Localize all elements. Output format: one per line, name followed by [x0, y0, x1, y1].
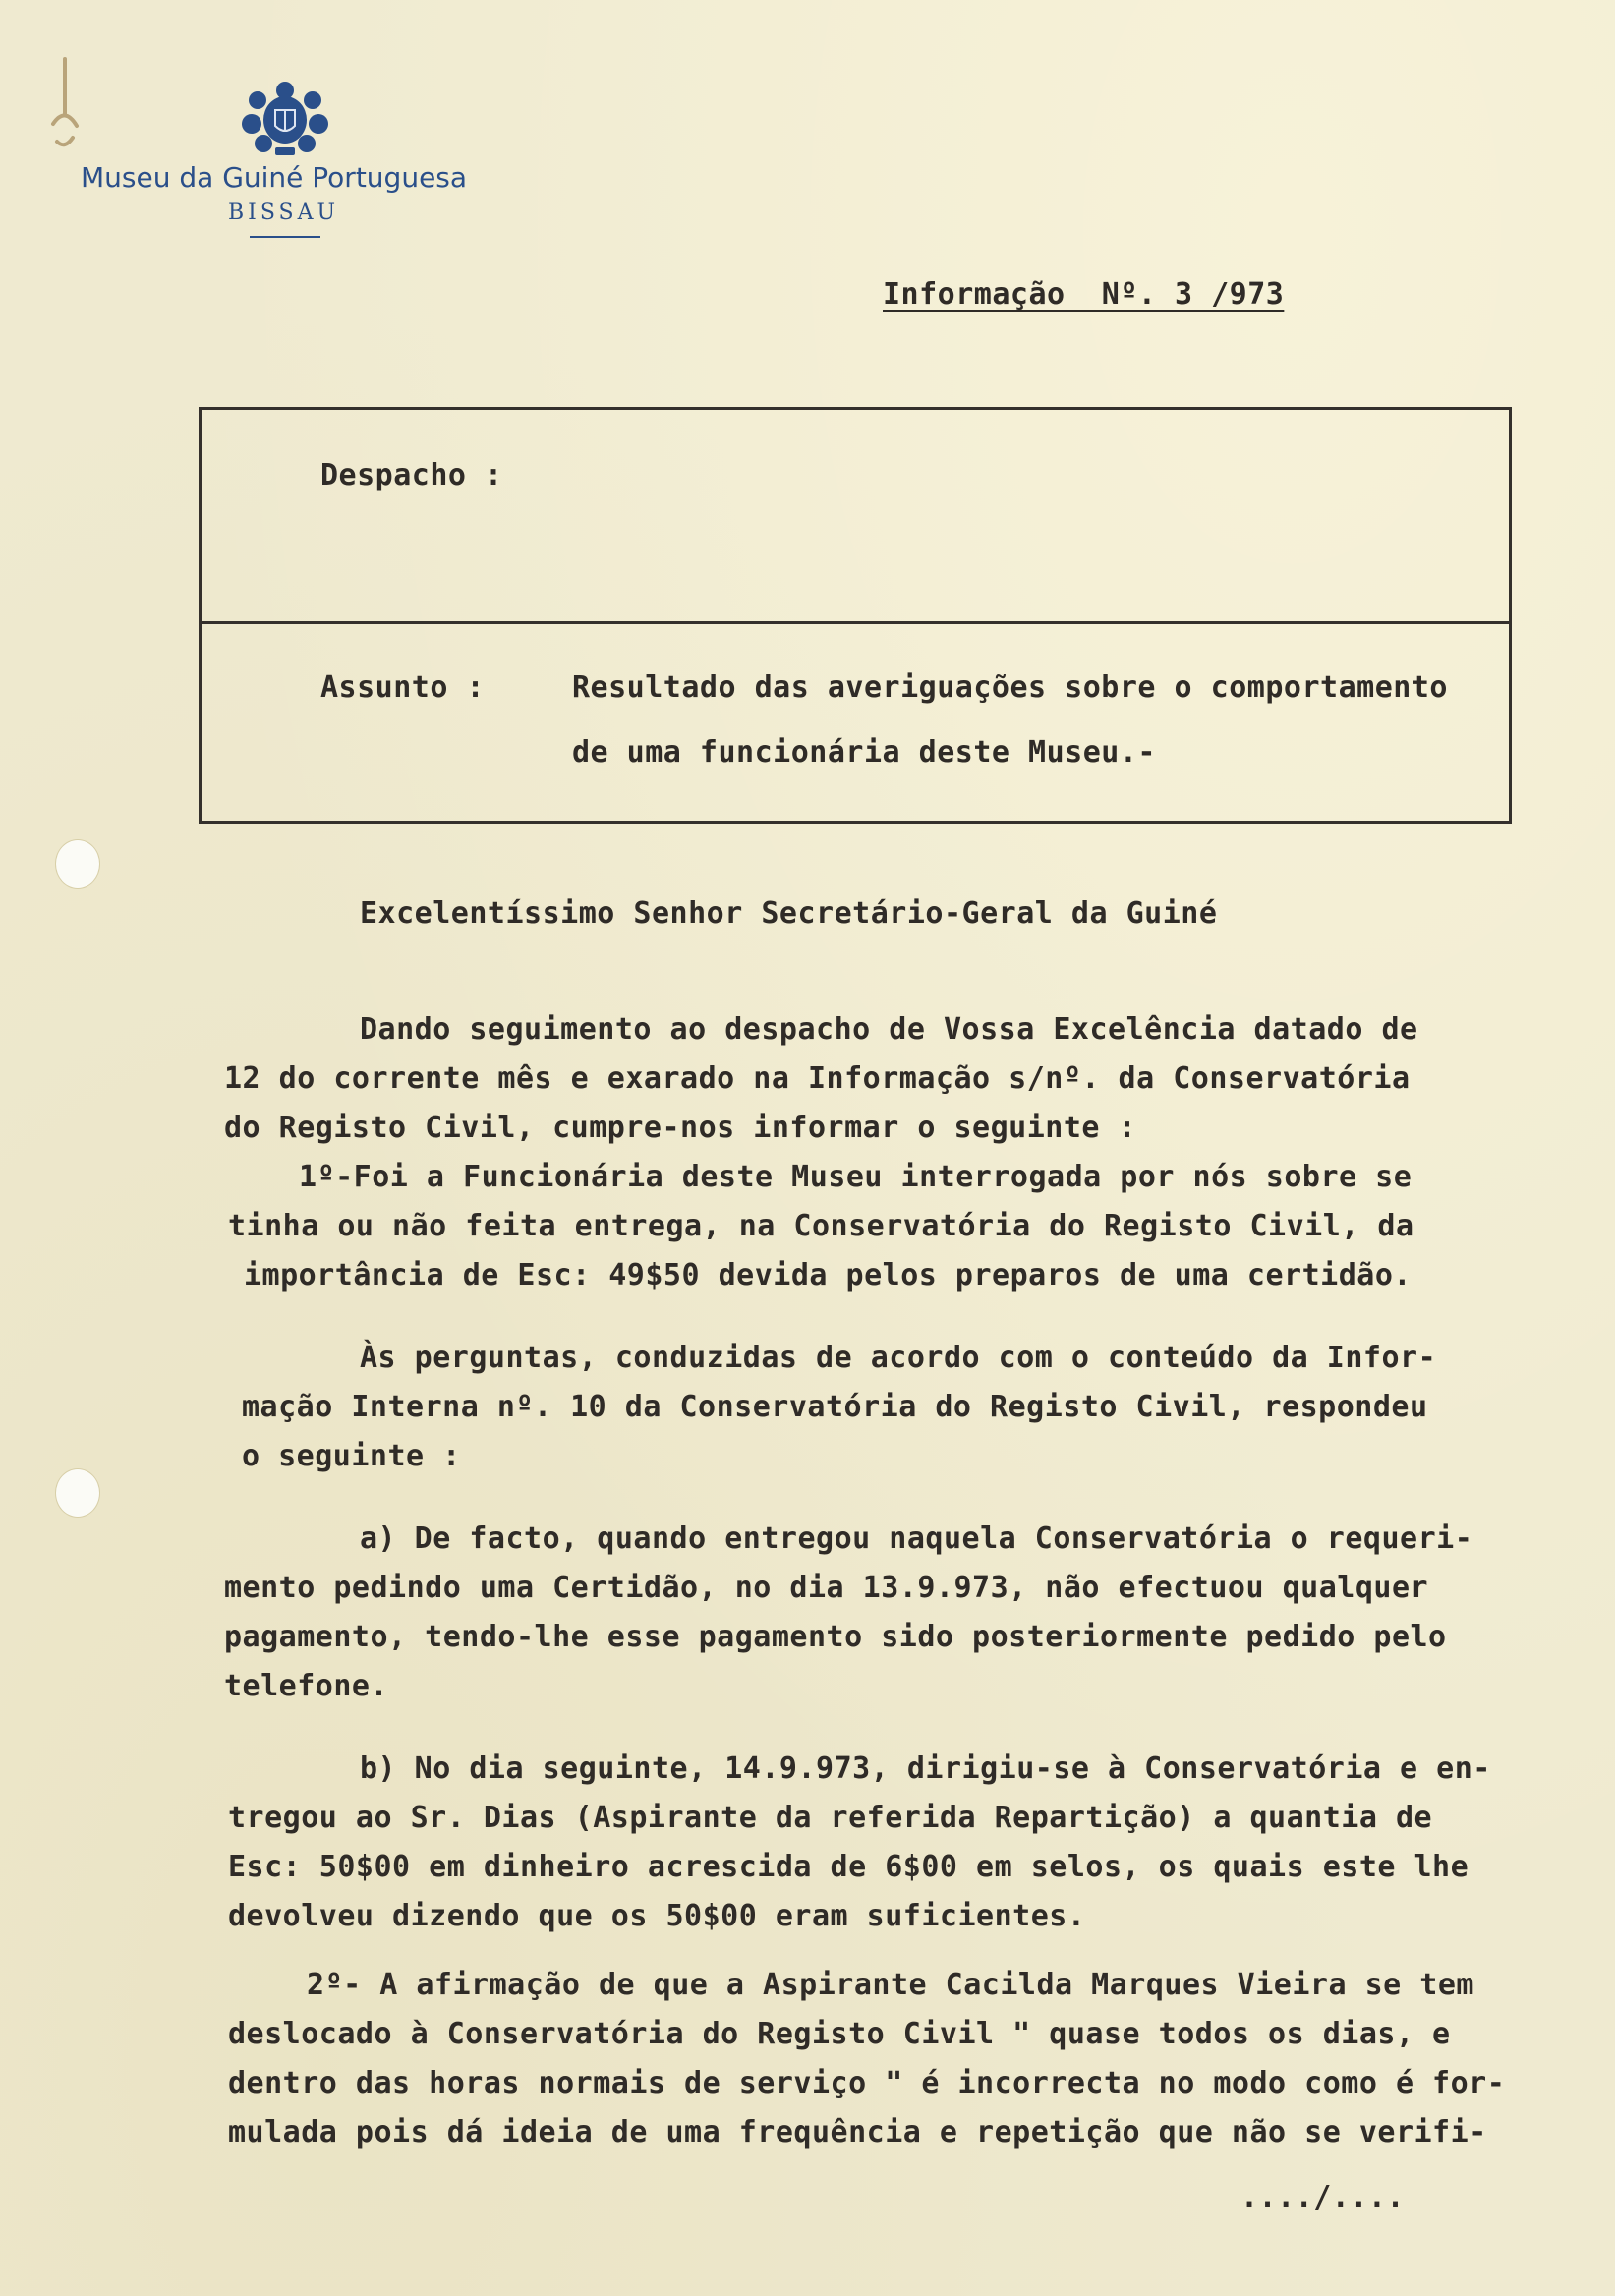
body-line: devolveu dizendo que os 50$00 eram suficientes. [228, 1899, 1086, 1933]
institution-name: Museu da Guiné Portuguesa [81, 161, 468, 194]
punch-hole-lower [55, 1468, 100, 1518]
body-line: importância de Esc: 49$50 devida pelos preparos de uma certidão. [244, 1258, 1412, 1292]
body-line: Dando seguimento ao despacho de Vossa Excelência datado de [360, 1012, 1418, 1047]
body-line: 12 do corrente mês e exarado na Informação s/nº. da Conservatória [224, 1062, 1411, 1096]
body-line: telefone. [224, 1669, 389, 1703]
despacho-label: Despacho : [320, 458, 503, 492]
body-line: mação Interna nº. 10 da Conservatória do Registo Civil, respondeu [242, 1390, 1428, 1424]
assunto-text-line-2: de uma funcionária deste Museu.- [572, 735, 1156, 770]
body-line: pagamento, tendo-lhe esse pagamento sido posteriormente pedido pelo [224, 1620, 1447, 1654]
body-line: do Registo Civil, cumpre-nos informar o seguinte : [224, 1111, 1137, 1145]
body-line: tinha ou não feita entrega, na Conservatória do Registo Civil, da [228, 1209, 1414, 1243]
body-line: Esc: 50$00 em dinheiro acrescida de 6$00 em selos, os quais este lhe [228, 1850, 1470, 1884]
institution-city: BISSAU [228, 201, 340, 225]
body-line: mulada pois dá ideia de uma frequência e repetição que não se verifi- [228, 2115, 1487, 2150]
body-line: 1º-Foi a Funcionária deste Museu interrogada por nós sobre se [299, 1160, 1413, 1194]
body-line: dentro das horas normais de serviço " é incorrecta no modo como é for- [228, 2066, 1506, 2100]
salutation: Excelentíssimo Senhor Secretário-Geral da Guiné [360, 896, 1218, 931]
body-line: mento pedindo uma Certidão, no dia 13.9.973, não efectuou qualquer [224, 1571, 1429, 1605]
city-underline [250, 236, 320, 238]
assunto-text-line-1: Resultado das averiguações sobre o comportamento [572, 670, 1448, 705]
assunto-label: Assunto : [320, 670, 486, 705]
body-line: o seguinte : [242, 1439, 461, 1473]
punch-hole-upper [55, 839, 100, 889]
body-line: a) De facto, quando entregou naquela Conservatória o requeri- [360, 1521, 1473, 1556]
box-divider [199, 621, 1512, 624]
document-reference: Informação Nº. 3 /973 [883, 277, 1285, 312]
museum-crest-icon [238, 81, 332, 159]
body-line: b) No dia seguinte, 14.9.973, dirigiu-se à Conservatória e en- [360, 1751, 1491, 1786]
staple-mark-icon [43, 55, 88, 153]
page-continuation: ..../.... [1240, 2180, 1406, 2214]
body-line: Às perguntas, conduzidas de acordo com o conteúdo da Infor- [360, 1341, 1437, 1375]
body-line: tregou ao Sr. Dias (Aspirante da referida Repartição) a quantia de [228, 1801, 1433, 1835]
body-line: deslocado à Conservatória do Registo Civil " quase todos os dias, e [228, 2017, 1451, 2051]
body-line: 2º- A afirmação de que a Aspirante Cacilda Marques Vieira se tem [307, 1968, 1474, 2002]
